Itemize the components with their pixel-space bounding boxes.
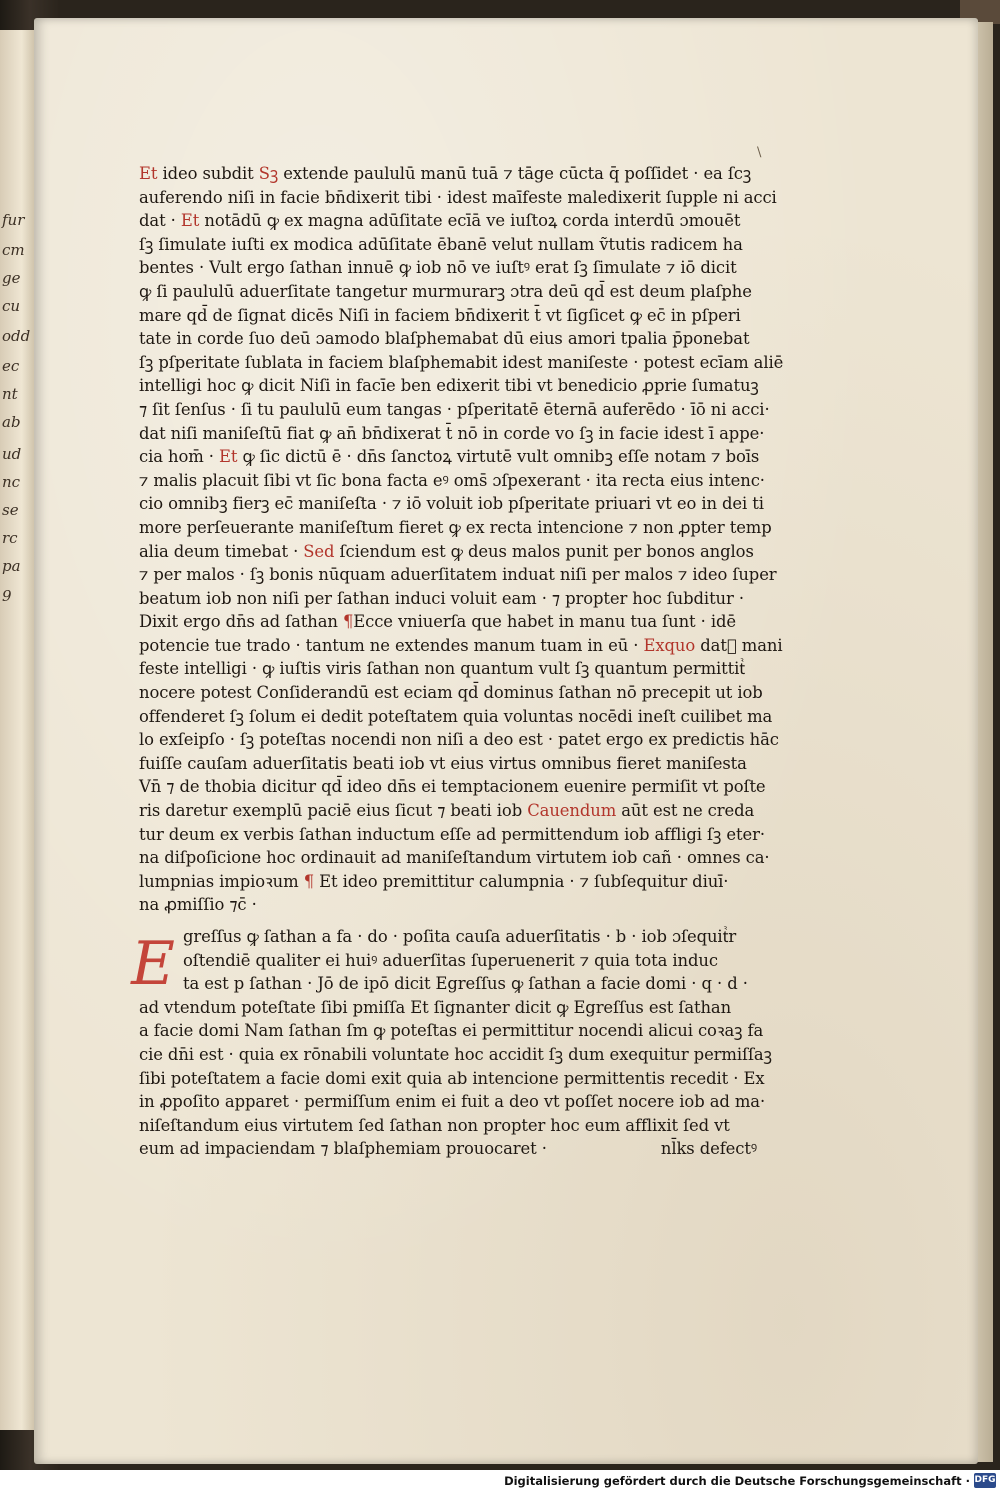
text-line <box>139 610 769 634</box>
text-line-content: lo exſeipſo · ſꝫ poteſtas nocendi non niſi a deo est · patet ergo ex predictis hāc <box>139 730 779 750</box>
previous-page-fragment: 9 <box>2 587 12 605</box>
text-line-content: a facie domi Nam ſathan ſm ꝙ poteſtas ei permittitur nocendi alicui coꝛaꝫ fa <box>139 1021 764 1041</box>
text-line-content: Dixit ergo dn̄s ad ſathan ¶Ecce vniuerſa que habet in manu tua ſunt · idē <box>139 612 736 632</box>
text-line <box>139 492 769 516</box>
previous-page-fragment: nc <box>2 473 21 491</box>
text-line <box>139 972 769 996</box>
text-line-content: ꝙ ſi paululū aduerſitate tangetur murmurarꝫ ɔtra deū qd̄ est deum plaſphe <box>139 281 752 301</box>
text-block <box>131 162 784 1161</box>
previous-page-fragment: odd <box>2 327 31 345</box>
text-line-content: ⁊ ſit ſenſus · ſi tu paululū eum tangas · pſperitatē ēternā auferēdo · īō ni acci· <box>139 399 770 419</box>
text-line-content: cie dn̄i est · quia ex rōnabili voluntate hoc accidit ſꝫ dum exequitur permiſſaꝫ <box>139 1044 772 1064</box>
text-line <box>139 799 769 823</box>
text-line-content: more perſeuerante maniſeſtum fieret ꝙ ex recta intencione ⁊ non ꝓpter temp <box>139 517 772 537</box>
dfg-logo: DFG <box>974 1473 996 1488</box>
text-line-content: ſꝫ pſperitate ſublata in faciem blaſphemabit idest maniſeste · potest ecīam aliē <box>139 352 784 372</box>
text-line-content: tur deum ex verbis ſathan inductum eſſe ad permittendum iob affligi ſꝫ eter· <box>139 824 765 844</box>
text-line <box>139 280 769 304</box>
text-line <box>139 870 769 894</box>
text-line-content: ſꝫ ſimulate iuſti ex modica adūſitate ēbanē velut nullam ṽtutis radicem ha <box>139 234 743 254</box>
text-line <box>139 752 769 776</box>
text-line <box>139 516 772 540</box>
catchword: nl̄ks defectꝰ <box>660 1139 757 1159</box>
text-line-content: auferendo niſi in facie bn̄dixerit tibi · idest maīfeste maledixerit ſupple ni acci <box>139 187 777 207</box>
previous-page-fragment: rc <box>2 529 18 547</box>
previous-page-fragment: cm <box>2 241 25 259</box>
text-line <box>139 445 769 469</box>
text-line <box>139 1114 769 1138</box>
previous-page-fragment: ud <box>2 445 22 463</box>
text-line-content: alia deum timebat · Sed ſciendum est ꝙ deus malos punit per bonos anglos <box>139 541 754 561</box>
page-mark: \ <box>757 145 762 160</box>
text-line-content: offenderet ſꝫ ſolum ei dedit poteſtatem quia voluntas nocēdi ineſt cuilibet ma <box>139 706 773 726</box>
text-line-content: eum ad impaciendam ⁊ blaſphemiam prouocaret · <box>139 1139 547 1159</box>
text-line-content: mare qd̄ de ſignat dicēs Niſi in faciem bn̄dixerit t̄ vt ſigſicet ꝙ ec̄ in pſperi <box>139 305 741 325</box>
text-line <box>139 209 769 233</box>
previous-page-fragment: ec <box>2 357 20 375</box>
text-line-content: greſſus ꝙ ſathan a fa · do · poſita cauſa aduerſitatis · b · iob ɔſequitᷣr <box>183 927 737 946</box>
text-line <box>139 681 769 705</box>
text-line-content: Et ideo subdit Sꝫ extende paululū manū tuā ⁊ tāge cūcta q̄ poſſidet · ea ſcꝫ <box>139 164 752 183</box>
text-line-content: ris daretur exemplū paciē eius ſicut ⁊ beati iob Cauendum aūt est ne creda <box>139 801 755 821</box>
text-line <box>139 162 769 186</box>
text-line-content: ⁊ malis placuit ſibi vt ſic bona facta eꝰ oms̄ ɔſpexerant · ita recta eius intenc· <box>139 470 765 490</box>
text-line <box>139 1019 769 1043</box>
text-line <box>139 587 769 611</box>
text-line <box>139 634 783 658</box>
text-line-content: niſeſtandum eius virtutem ſed ſathan non propter hoc eum afflixit ſed vt <box>139 1115 730 1135</box>
previous-page-fragment: ge <box>2 269 21 287</box>
text-line <box>139 823 769 847</box>
text-line-content: na ꝓmiſſio ⁊c̄ · <box>139 895 257 915</box>
text-line <box>139 304 769 328</box>
text-line <box>139 469 769 493</box>
initial-letter: E <box>131 929 175 999</box>
text-line-content: cia hom̄ · Et ꝙ ſic dictū ē · dn̄s ſanctoꝝ virtutē vult omnibꝫ eſſe notam ⁊ boīs <box>139 447 760 467</box>
text-line <box>139 1090 769 1114</box>
previous-page-edge <box>0 30 37 1430</box>
text-line-content: oſtendiē qualiter ei huiꝰ aduerſitas ſuperuenerit ⁊ quia tota induc <box>183 950 718 970</box>
text-line <box>139 256 769 280</box>
text-line <box>139 351 784 375</box>
text-line <box>139 657 769 681</box>
text-line <box>139 563 777 587</box>
text-line-content: dat niſi maniſeſtū fiat ꝙ an̄ bn̄dixerat t̄ nō in corde vo ſꝫ in facie idest ī appe· <box>139 423 765 443</box>
text-line-content: potencie tue trado · tantum ne extendes manum tuam in eū · Exquo datᷣ mani <box>139 635 783 655</box>
text-line <box>139 925 769 949</box>
text-line-content: in ꝓpoſito apparet · permiſſum enim ei fuit a deo vt poſſet nocere iob ad ma· <box>139 1092 766 1112</box>
text-line-content: lumpnias impioꝛum ¶ Et ideo premittitur calumpnia · ⁊ ſubſequitur diuī· <box>139 871 729 891</box>
text-line-content: ad vtendum poteſtate ſibi pmiſſa Et ſignanter dicit ꝙ Egreſſus est ſathan <box>139 997 732 1017</box>
text-line <box>139 775 769 799</box>
text-line <box>139 996 769 1020</box>
text-line <box>139 422 769 446</box>
text-line <box>139 1137 769 1161</box>
text-line <box>139 728 779 752</box>
text-line <box>139 374 769 398</box>
previous-page-fragment: se <box>2 501 19 519</box>
text-line-content: intelligi hoc ꝙ dicit Niſi in facīe ben edixerit tibi vt benedicio ꝓprie ſumatuꝫ <box>139 376 759 396</box>
text-line <box>139 1043 772 1067</box>
text-line-content: cio omnibꝫ fierꝫ ec̄ maniſeſta · ⁊ iō voluit iob pſperitate priuari vt eo in dei ti <box>139 494 764 514</box>
text-line <box>139 1067 769 1091</box>
text-line <box>139 233 769 257</box>
text-line <box>139 705 773 729</box>
footer-credit: Digitalisierung gefördert durch die Deutsche Forschungsgemeinschaft · <box>504 1474 970 1488</box>
text-line-content: fuiſſe cauſam aduerſitatis beati iob vt eius virtus omnibus fieret maniſesta <box>139 753 747 773</box>
text-line <box>139 949 769 973</box>
text-line-content: nocere potest Conſiderandū est eciam qd̄ dominus ſathan nō precepit ut iob <box>139 683 763 703</box>
text-line <box>139 846 769 870</box>
text-line-content: na diſpoſicione hoc ordinauit ad maniſeſtandum virtutem iob cañ · omnes ca· <box>139 848 770 868</box>
text-line-content: beatum iob non niſi per ſathan induci voluit eam · ⁊ propter hoc ſubditur · <box>139 588 744 608</box>
previous-page-fragment: pa <box>2 557 21 575</box>
text-line-content: ta est p ſathan · Jō de ipō dicit Egreſſus ꝙ ſathan a facie domi · q · d · <box>183 974 748 994</box>
text-line-content: Vn̄ ⁊ de thobia dicitur qd̄ ideo dn̄s ei temptacionem euenire permiſit vt poſte <box>139 777 766 797</box>
previous-page-fragment: fur <box>2 211 25 229</box>
previous-page-fragment: cu <box>2 297 21 315</box>
previous-page-fragment: nt <box>2 385 18 403</box>
text-line-content: dat · Et notādū ꝙ ex magna adūſitate ecīā ve iuſtoꝝ corda interdū ɔmouēt <box>139 211 741 231</box>
text-line-content: tate in corde ſuo deū ɔamodo blaſphemabat dū eius amori tpalia p̄ponebat <box>139 329 750 349</box>
text-line <box>139 398 769 422</box>
text-line <box>139 186 777 210</box>
text-line <box>139 893 769 917</box>
text-line-content: bentes · Vult ergo ſathan innuē ꝙ iob nō ve iuſtꝰ erat ſꝫ ſimulate ⁊ iō dicit <box>139 258 737 278</box>
previous-page-fragment: ab <box>2 413 21 431</box>
text-line <box>139 540 769 564</box>
text-line-content: ſibi poteſtatem a facie domi exit quia ab intencione permittentis recedit · Ex <box>139 1068 765 1088</box>
text-line-content: ⁊ per malos · ſꝫ bonis nūquam aduerſitatem induat niſi per malos ⁊ ideo ſuper <box>139 565 777 585</box>
text-line-content: feste intelligi · ꝙ iuſtis viris ſathan non quantum vult ſꝫ quantum permittitᷣ <box>139 659 746 679</box>
text-line <box>139 327 769 351</box>
